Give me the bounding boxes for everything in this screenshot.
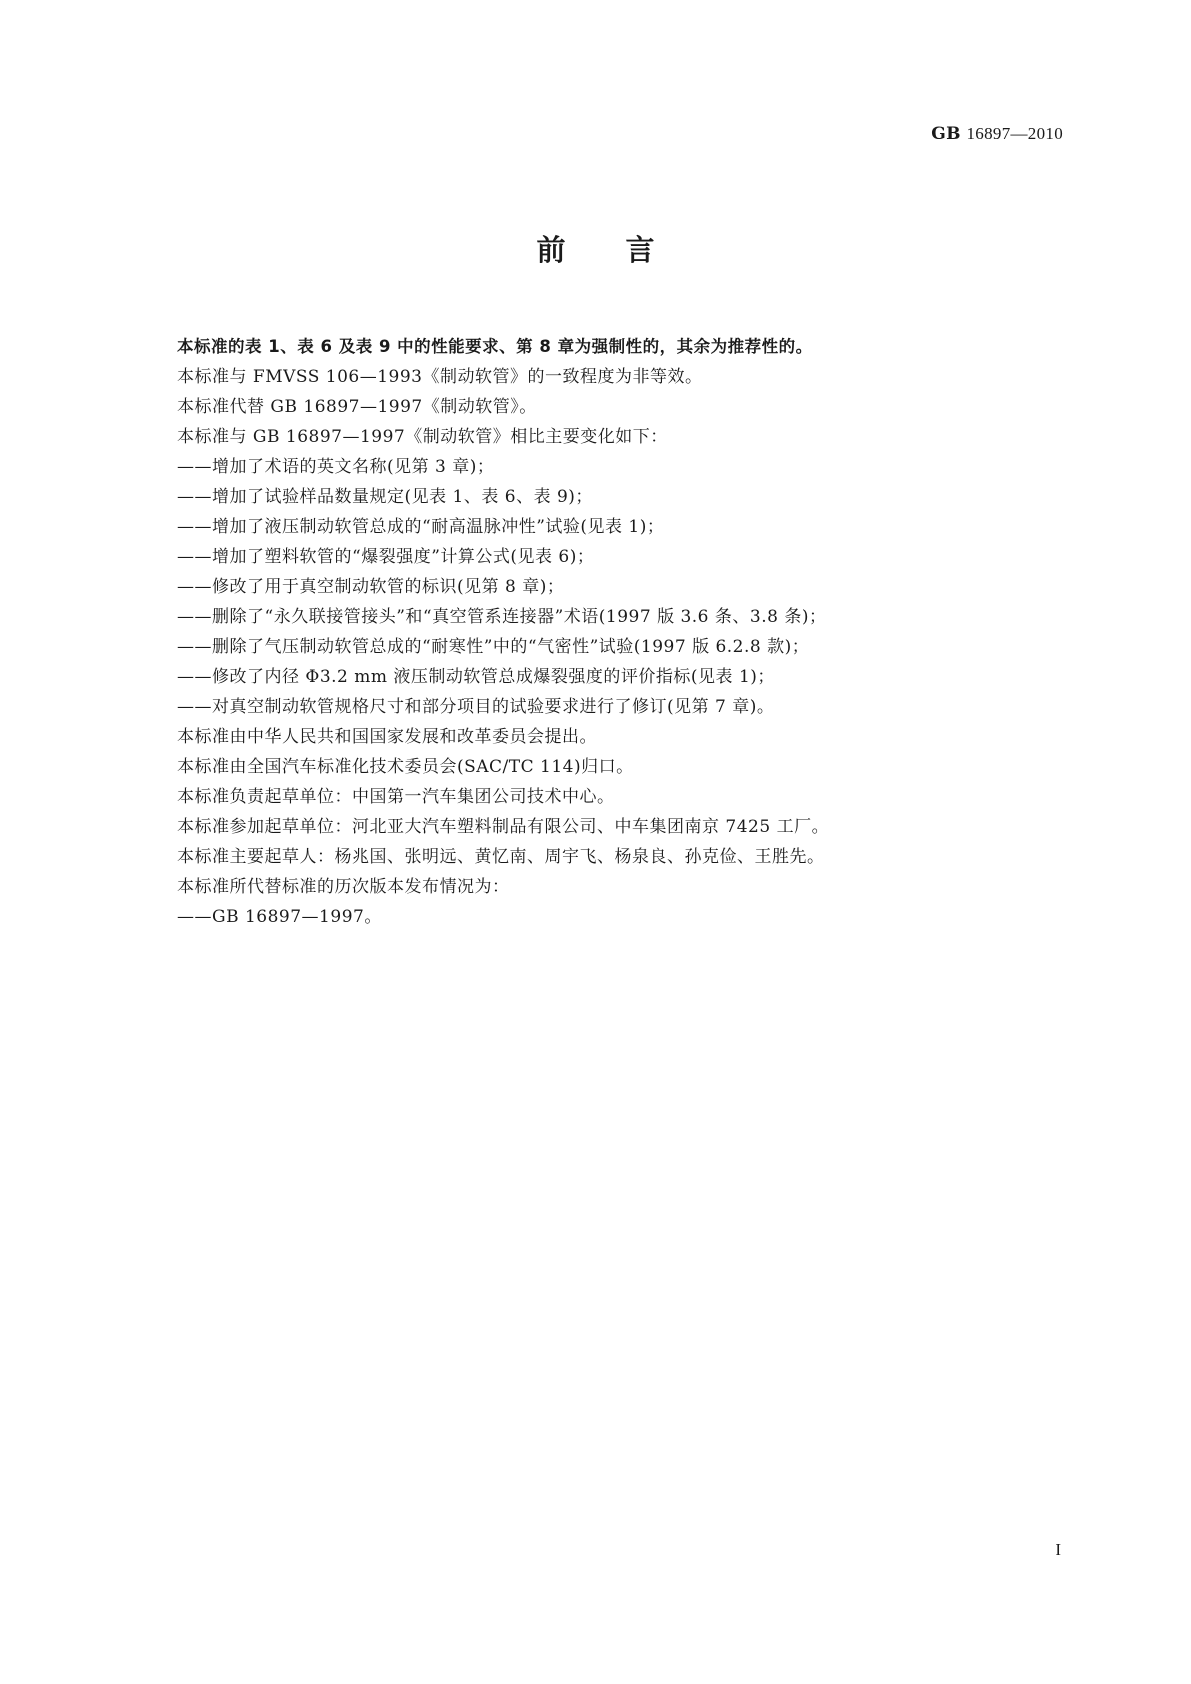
change-item: ——删除了气压制动软管总成的“耐寒性”中的“气密性”试验(1997 版 6.2.8 款)；: [177, 637, 810, 657]
page-title: 前言: [536, 233, 715, 267]
standard-code: [931, 124, 1063, 144]
mandatory-statement: 本标准的表 1、表 6 及表 9 中的性能要求、第 8 章为强制性的，其余为推荐性的。: [177, 337, 813, 356]
paragraph: 本标准参加起草单位：河北亚大汽车塑料制品有限公司、中车集团南京 7425 工厂。: [177, 817, 830, 837]
foreword-body: [177, 332, 1057, 932]
paragraph: 本标准负责起草单位：中国第一汽车集团公司技术中心。: [177, 787, 615, 807]
version-item: ——GB 16897—1997。: [177, 907, 382, 927]
page-number: I: [1055, 1540, 1061, 1559]
paragraph: 本标准与 GB 16897—1997《制动软管》相比主要变化如下：: [177, 427, 668, 447]
change-item: ——增加了液压制动软管总成的“耐高温脉冲性”试验(见表 1)；: [177, 517, 665, 537]
paragraph: 本标准与 FMVSS 106—1993《制动软管》的一致程度为非等效。: [177, 367, 703, 387]
change-item: ——修改了内径 Φ3.2 mm 液压制动软管总成爆裂强度的评价指标(见表 1)；: [177, 667, 775, 687]
paragraph: 本标准代替 GB 16897—1997《制动软管》。: [177, 397, 537, 417]
change-item: ——对真空制动软管规格尺寸和部分项目的试验要求进行了修订(见第 7 章)。: [177, 697, 775, 717]
paragraph: 本标准主要起草人：杨兆国、张明远、黄忆南、周宇飞、杨泉良、孙克俭、王胜先。: [177, 847, 825, 867]
change-item: ——增加了试验样品数量规定(见表 1、表 6、表 9)；: [177, 487, 593, 507]
change-item: ——删除了“永久联接管接头”和“真空管系连接器”术语(1997 版 3.6 条、3.8 条)；: [177, 607, 827, 627]
standard-number: 16897—2010: [966, 124, 1063, 143]
change-item: ——增加了塑料软管的“爆裂强度”计算公式(见表 6)；: [177, 547, 595, 567]
paragraph: 本标准所代替标准的历次版本发布情况为：: [177, 877, 510, 897]
paragraph: 本标准由中华人民共和国国家发展和改革委员会提出。: [177, 727, 597, 747]
paragraph: 本标准由全国汽车标准化技术委员会(SAC/TC 114)归口。: [177, 757, 634, 777]
standard-prefix: GB: [931, 124, 961, 144]
change-item: ——修改了用于真空制动软管的标识(见第 8 章)；: [177, 577, 565, 597]
change-item: ——增加了术语的英文名称(见第 3 章)；: [177, 457, 495, 477]
